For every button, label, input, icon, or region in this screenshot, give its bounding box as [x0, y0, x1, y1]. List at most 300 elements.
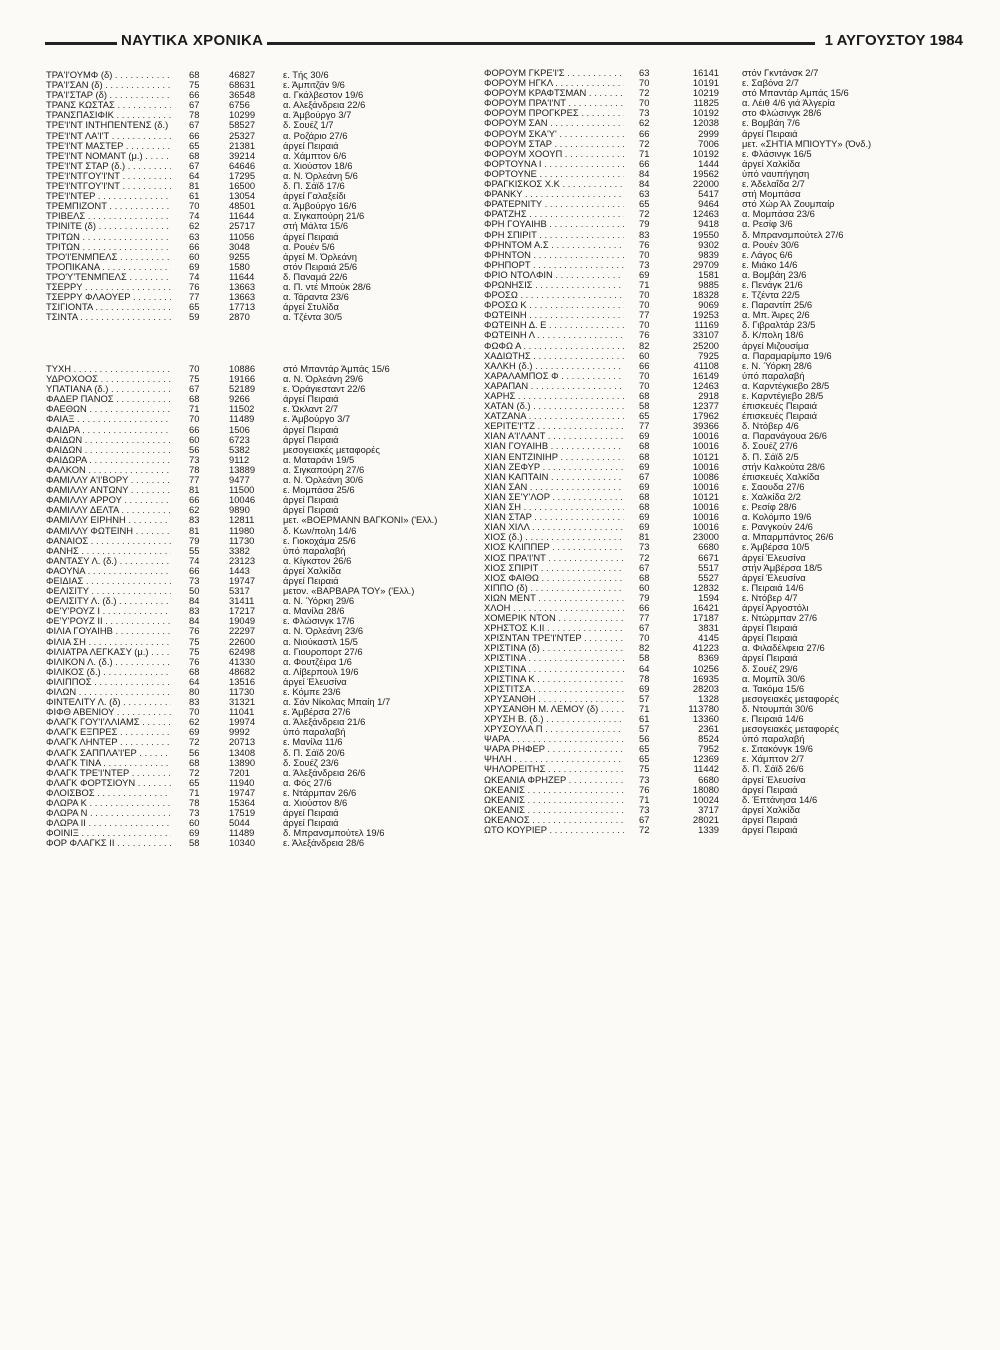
ship-row — [484, 603, 964, 613]
position: δ. Σουέζ 23/6 — [283, 757, 339, 768]
ship-name: ΧΛΟΗ . . . — [484, 603, 624, 613]
build-year: 78 — [189, 464, 200, 475]
ship-name: ΦΑΜΙΛΛΥ Α'Ι'ΒΟΡΥ . . . — [46, 475, 171, 485]
ship-row — [46, 161, 476, 171]
ship-name: ΧΡΥΣΑΝΘΗ Μ. ΛΕΜΟΥ (δ) . . . — [484, 704, 624, 714]
position: ε. Πειραιά 14/6 — [742, 714, 804, 724]
ship-row — [46, 526, 476, 536]
build-year: 68 — [639, 441, 650, 452]
position: α. Μπαρμπάντος 26/6 — [742, 532, 834, 543]
ship-name: ΦΩΤΕΙΝΗ Δ. Ε . . . — [484, 320, 624, 330]
tonnage: 19049 — [229, 616, 256, 627]
ship-name: ΦΑΜΙΛΛΥ ΑΡΡΟΥ . . . — [46, 495, 171, 505]
position: α. Ρουέν 5/6 — [283, 241, 335, 252]
ship-name: ΦΑΙΑΞ . . . — [46, 414, 171, 424]
ship-name: ΤΡΕ'Ι'ΝΤΓΟΥ'Ι'ΝΤ . . . — [46, 181, 171, 191]
position: α. Βομβάη 23/6 — [742, 269, 807, 280]
position: α. Φιλαδέλφεια 27/6 — [742, 643, 825, 654]
ship-name: ΦΙΛΙΑΤΡΑ ΛΕΓΚΑΣΥ (μ.) . . . — [46, 647, 171, 657]
position: α. Τάραντα 23/6 — [283, 292, 349, 303]
ship-row — [484, 159, 964, 169]
build-year: 66 — [639, 360, 650, 371]
position: ε. Άδελαΐδα 2/7 — [742, 179, 805, 190]
ship-row — [46, 657, 476, 667]
build-year: 78 — [639, 673, 650, 684]
build-year: 70 — [639, 380, 650, 391]
ship-row — [46, 211, 476, 221]
ship-row — [484, 219, 964, 229]
build-year: 68 — [639, 502, 650, 513]
build-year: 74 — [189, 555, 200, 566]
tonnage: 5317 — [229, 586, 250, 597]
ship-row — [484, 805, 964, 815]
tonnage: 13663 — [229, 281, 256, 292]
tonnage: 10340 — [229, 838, 256, 849]
position: ε. Κόμπε 23/6 — [283, 687, 341, 697]
ship-row — [484, 714, 964, 724]
tonnage: 41223 — [692, 643, 719, 654]
ship-name: ΤΡΟ'Υ'ΤΕΝΜΠΕΛΣ . . . — [46, 272, 171, 282]
position: α. Καρντέγκιεβο 28/5 — [742, 380, 830, 391]
build-year: 67 — [189, 384, 200, 395]
build-year: 77 — [189, 292, 200, 303]
ship-row — [46, 586, 476, 596]
build-year: 67 — [639, 562, 650, 573]
build-year: 70 — [639, 78, 650, 89]
build-year: 63 — [189, 231, 200, 242]
ship-row — [46, 272, 476, 282]
build-year: 70 — [189, 707, 200, 718]
ship-row — [484, 825, 964, 835]
header-rule-right — [255, 42, 815, 45]
ship-name: ΧΙΑΝ Α'Ι'ΛΑΝΤ . . . — [484, 431, 624, 441]
tonnage: 19550 — [692, 229, 719, 240]
tonnage: 12463 — [692, 209, 719, 220]
ship-name: ΧΙΑΝ ΣΑΝ . . . — [484, 482, 624, 492]
ship-name: ΦΡΑΝΚΥ . . . — [484, 189, 624, 199]
ship-row — [484, 431, 964, 441]
position: α. Μανίλα 28/6 — [283, 606, 345, 617]
ship-row — [46, 171, 476, 181]
tonnage: 19166 — [229, 374, 256, 385]
build-year: 60 — [639, 350, 650, 361]
ship-name: ΤΡΑΝΣ ΚΩΣΤΑΣ . . . — [46, 100, 171, 110]
tonnage: 7952 — [698, 744, 719, 755]
ship-name: ΦΑΙΔΩΝ . . . — [46, 445, 171, 455]
ship-row — [46, 677, 476, 687]
ship-name: ΦΙΛΙΑ ΣΗ . . . — [46, 637, 171, 647]
tonnage: 9839 — [698, 249, 719, 260]
tonnage: 9255 — [229, 251, 250, 262]
ship-row — [484, 482, 964, 492]
position: δ. Σουέζ 29/6 — [742, 663, 798, 674]
ship-name: ΦΙΛΙΑ ΓΟΥΑΙΗΒ . . . — [46, 626, 171, 636]
build-year: 74 — [189, 211, 200, 222]
ship-name: ΧΙΑΝ ΖΕΦΥΡ . . . — [484, 462, 624, 472]
build-year: 76 — [639, 239, 650, 250]
build-year: 65 — [639, 754, 650, 765]
build-year: 63 — [639, 68, 650, 78]
tonnage: 25717 — [229, 221, 256, 232]
build-year: 62 — [189, 505, 200, 516]
build-year: 77 — [639, 421, 650, 432]
build-year: 81 — [639, 532, 650, 543]
tonnage: 36548 — [229, 90, 256, 101]
ship-name: ΦΟΡΟΥΜ ΧΟΟΥΠ . . . — [484, 149, 624, 159]
build-year: 68 — [189, 666, 200, 677]
ship-name: ΦΛΩΡΑ Ν . . . — [46, 808, 171, 818]
ship-row — [46, 110, 476, 120]
build-year: 72 — [639, 88, 650, 99]
build-year: 69 — [639, 683, 650, 694]
tonnage: 18080 — [692, 784, 719, 795]
build-year: 66 — [189, 565, 200, 576]
build-year: 65 — [639, 744, 650, 755]
position: άργεί Πειραιά — [742, 623, 798, 634]
build-year: 60 — [189, 818, 200, 829]
tonnage: 5517 — [698, 562, 719, 573]
build-year: 75 — [639, 764, 650, 775]
position: στό Μπαντάρ Άμπάς 15/6 — [283, 364, 390, 374]
build-year: 77 — [639, 613, 650, 624]
ship-row — [484, 330, 964, 340]
tonnage: 12811 — [229, 515, 255, 526]
ship-name: ΦΑΙΔΡΑ . . . — [46, 425, 171, 435]
tonnage: 113780 — [688, 703, 719, 714]
ship-row — [484, 795, 964, 805]
build-year: 71 — [639, 794, 650, 805]
position: δ. Π. Σάϊδ 2/5 — [742, 451, 799, 462]
ship-name: ΦΟΡΟΥΜ ΣΤΑΡ . . . — [484, 139, 624, 149]
build-year: 81 — [189, 485, 200, 496]
build-year: 70 — [189, 364, 200, 374]
tonnage: 19747 — [229, 575, 256, 586]
tonnage: 10016 — [692, 461, 719, 472]
tonnage: 28203 — [692, 683, 719, 694]
ship-name: ΤΡΙΒΕΛΣ . . . — [46, 211, 171, 221]
build-year: 68 — [639, 491, 650, 502]
ship-name: ΩΤΟ ΚΟΥΡΙΕΡ . . . — [484, 825, 624, 835]
tonnage: 19253 — [692, 310, 719, 321]
ship-row — [46, 485, 476, 495]
ship-row — [484, 169, 964, 179]
tonnage: 16500 — [229, 181, 256, 192]
tonnage: 10121 — [692, 491, 719, 502]
tonnage: 11644 — [229, 211, 255, 222]
ship-name: ΤΥΧΗ . . . — [46, 364, 171, 374]
ship-row — [46, 425, 476, 435]
ship-name: ΦΛΑΓΚ ΤΡΕ'Ι'ΝΤΕΡ . . . — [46, 768, 171, 778]
position: ε. Άμπιτζάν 9/6 — [283, 80, 345, 91]
ship-name: ΦΛΩΡΑ Κ . . . — [46, 798, 171, 808]
ship-name: ΦΩΦΩ Α . . . — [484, 341, 624, 351]
ship-row — [46, 556, 476, 566]
ship-name: ΧΙΟΣ ΦΑΙΘΩ . . . — [484, 573, 624, 583]
build-year: 76 — [639, 330, 650, 341]
header-rule-left — [45, 42, 125, 45]
build-year: 57 — [639, 724, 650, 735]
position: άργεί Έλευσίνα — [742, 774, 806, 785]
ship-row — [46, 120, 476, 130]
ship-row — [46, 292, 476, 302]
ship-name: ΨΑΡΑ . . . — [484, 734, 624, 744]
build-year: 66 — [189, 130, 200, 141]
tonnage: 11730 — [229, 535, 255, 546]
ship-name: ΦΛΑΓΚ ΣΑΠΠΛΑ'Ι'ΕΡ . . . — [46, 748, 171, 758]
position: α. Αλεξάνδρεια 22/6 — [283, 100, 366, 111]
position: α. Τακόμα 15/6 — [742, 683, 805, 694]
tonnage: 9302 — [698, 239, 719, 250]
tonnage: 9266 — [229, 394, 250, 405]
build-year: 81 — [189, 525, 200, 536]
build-year: 66 — [639, 128, 650, 139]
ship-row — [484, 452, 964, 462]
ship-row — [484, 421, 964, 431]
position: α. Ν. Ύόρκη 29/6 — [283, 596, 355, 607]
build-year: 76 — [189, 626, 200, 637]
position: ε. Λάγος 6/6 — [742, 249, 793, 260]
tonnage: 10086 — [692, 471, 719, 482]
build-year: 73 — [189, 454, 200, 465]
ship-name: ΧΡΥΣΗ Β. (δ.) . . . — [484, 714, 624, 724]
ship-row — [484, 381, 964, 391]
ship-name: ΦΟΡΟΥΜ ΓΚΡΕ'Ι'Σ . . . — [484, 68, 624, 78]
build-year: 67 — [639, 471, 650, 482]
ship-row — [46, 394, 476, 404]
tonnage: 25200 — [692, 340, 719, 351]
ship-name: ΦΡΗΠΟΡΤ . . . — [484, 260, 624, 270]
ship-row — [46, 758, 476, 768]
position: α. Ροζάριο 27/6 — [283, 130, 348, 141]
tonnage: 11489 — [229, 828, 255, 839]
position: δ. Γιβραλτάρ 23/5 — [742, 320, 816, 331]
tonnage: 13408 — [229, 747, 256, 758]
ship-row — [46, 455, 476, 465]
tonnage: 28021 — [692, 814, 719, 825]
tonnage: 11489 — [229, 414, 255, 425]
ship-row — [46, 737, 476, 747]
tonnage: 16421 — [692, 602, 719, 613]
build-year: 66 — [189, 495, 200, 506]
build-year: 69 — [639, 522, 650, 533]
position: α. Λίβερπουλ 19/6 — [283, 666, 359, 677]
position: α. Γκάλβεστον 19/6 — [283, 90, 364, 101]
tonnage: 10192 — [692, 148, 719, 159]
position: ε. Μομπάσα 25/6 — [283, 485, 355, 496]
build-year: 83 — [189, 697, 200, 708]
ship-name: ΩΚΕΑΝΙΑ ΦΡΗΖΕΡ . . . — [484, 775, 624, 785]
ship-row — [484, 189, 964, 199]
ship-name: ΦΟΡΟΥΜ ΠΡΑ'Ι'ΝΤ . . . — [484, 98, 624, 108]
ship-name: ΦΑΛΚΟΝ . . . — [46, 465, 171, 475]
build-year: 68 — [639, 391, 650, 401]
position: ε. Μανίλα 11/6 — [283, 737, 343, 748]
tonnage: 6723 — [229, 434, 250, 445]
position: δ. Σουέζ 27/6 — [742, 441, 798, 452]
tonnage: 9885 — [698, 279, 719, 290]
ship-row — [46, 282, 476, 292]
ship-row — [46, 131, 476, 141]
tonnage: 2361 — [698, 724, 719, 735]
ship-row — [484, 563, 964, 573]
ship-row — [46, 414, 476, 424]
build-year: 71 — [189, 787, 200, 798]
build-year: 66 — [639, 158, 650, 169]
build-year: 60 — [639, 582, 650, 593]
position: άργεί Γαλαξείδι — [283, 191, 346, 202]
build-year: 79 — [639, 219, 650, 230]
tonnage: 19562 — [692, 168, 719, 179]
tonnage: 10016 — [692, 431, 719, 442]
ship-name: ΧΡΙΣΤΙΝΑ . . . — [484, 664, 624, 674]
ship-name: ΦΟΡΤΟΥΝΑ Ι . . . — [484, 159, 624, 169]
tonnage: 10299 — [229, 110, 256, 121]
tonnage: 10016 — [692, 481, 719, 492]
tonnage: 16141 — [692, 68, 719, 78]
ship-row — [46, 90, 476, 100]
position: α. Φουτζέιρα 1/6 — [283, 656, 352, 667]
ship-name: ΧΑΡΑΛΑΜΠΟΣ Φ . . . — [484, 371, 624, 381]
ship-name: ΧΙΑΝ ΕΝΤΖΙΝΙΗΡ . . . — [484, 452, 624, 462]
ship-row — [46, 808, 476, 818]
position: ε. Ρεσίφ 28/6 — [742, 502, 797, 513]
ship-name: ΦΙΛΩΝ . . . — [46, 687, 171, 697]
ship-row — [484, 704, 964, 714]
ship-name: ΤΡΑΝΣΠΑΣΙΦΙΚ . . . — [46, 110, 171, 120]
ship-row — [484, 411, 964, 421]
ship-name: ΧΙΩΝ ΜΕΝΤ . . . — [484, 593, 624, 603]
build-year: 72 — [189, 737, 200, 748]
position: ε. Μιάκο 14/6 — [742, 259, 798, 270]
position: δ. Παναμά 22/6 — [283, 271, 348, 282]
tonnage: 10191 — [692, 78, 719, 89]
position: ε. Ώκλαντ 2/7 — [283, 404, 339, 415]
position: ε. Σαβόνα 2/7 — [742, 78, 799, 89]
ship-row — [484, 209, 964, 219]
ship-name: ΤΡΑ'Ι'ΣΑΝ (δ) . . . — [46, 80, 171, 90]
build-year: 69 — [639, 461, 650, 472]
ship-name: ΤΣΙΝΤΑ . . . — [46, 312, 171, 322]
ship-row — [484, 371, 964, 381]
position: στήν Άμβέρσα 18/5 — [742, 562, 823, 573]
tonnage: 10016 — [692, 512, 719, 523]
tonnage: 33107 — [692, 330, 719, 341]
tonnage: 12832 — [692, 582, 719, 593]
tonnage: 1444 — [698, 158, 719, 169]
build-year: 62 — [639, 118, 650, 129]
ship-row — [46, 667, 476, 677]
ship-name: ΦΡΗΝΤΟΜ Α.Σ . . . — [484, 240, 624, 250]
ship-name: ΧΑΛΚΗ (δ.) . . . — [484, 361, 624, 371]
position: δ. Π. Σάϊδ 17/6 — [283, 181, 345, 192]
ship-row — [484, 522, 964, 532]
ship-name: ΦΟΡΟΥΜ ΚΡΑΦΤΣΜΑΝ . . . — [484, 88, 624, 98]
ship-row — [484, 260, 964, 270]
ship-row — [484, 744, 964, 754]
build-year: 76 — [189, 281, 200, 292]
position: άργεί Μιζουσίμα — [742, 340, 809, 351]
tonnage: 6680 — [698, 542, 719, 553]
build-year: 55 — [189, 545, 200, 556]
tonnage: 16149 — [692, 370, 719, 381]
ship-name: ΩΚΕΑΝΟΣ . . . — [484, 815, 624, 825]
ship-name: ΦΟΡΟΥΜ ΣΚΑ'Υ' . . . — [484, 129, 624, 139]
ship-name: ΧΑΤΖΑΝΑ . . . — [484, 411, 624, 421]
tonnage: 2999 — [698, 128, 719, 139]
position: άργεί Έλευσίνα — [283, 676, 347, 687]
tonnage: 1328 — [698, 693, 719, 704]
build-year: 66 — [639, 602, 650, 613]
position: α. Τζέντα 30/5 — [283, 312, 343, 323]
ship-name: ΦΑΟΥΝΑ . . . — [46, 566, 171, 576]
build-year: 61 — [639, 714, 650, 724]
build-year: 79 — [189, 535, 200, 546]
position: στήν Καλκούτα 28/6 — [742, 461, 825, 472]
ship-row — [46, 707, 476, 717]
ship-name: ΧΙΑΝ ΣΕ'Υ'ΛΟΡ . . . — [484, 492, 624, 502]
ship-row — [46, 546, 476, 556]
position: α. Παρανάγουα 26/6 — [742, 431, 827, 442]
position: ε. Ντόβερ 4/7 — [742, 592, 798, 603]
ship-name: ΧΙΑΝ ΣΤΑΡ . . . — [484, 512, 624, 522]
ship-row — [46, 191, 476, 201]
position: μεσογειακές μεταφορές — [742, 693, 839, 704]
position: δ. Ντουμπάι 30/6 — [742, 703, 814, 714]
position: μεσογειακές μεταφορές — [283, 444, 380, 455]
ship-row — [484, 129, 964, 139]
tonnage: 1594 — [698, 592, 719, 603]
position: στο Φλώσινγκ 28/6 — [742, 108, 822, 119]
position: δ. Σουέζ 1/7 — [283, 120, 334, 131]
tonnage: 22600 — [229, 636, 256, 647]
build-year: 84 — [189, 616, 200, 627]
build-year: 75 — [189, 80, 200, 91]
position: άργεί Πειραιά — [283, 434, 339, 445]
ship-row — [46, 302, 476, 312]
ship-row — [46, 232, 476, 242]
position: δ. Π. Σάϊδ 20/6 — [283, 747, 345, 758]
position: έπισκευές Πειραιά — [742, 401, 818, 412]
position: ε. Καρντέγιεβο 28/5 — [742, 391, 824, 401]
tonnage: 12369 — [692, 754, 719, 765]
tonnage: 16935 — [692, 673, 719, 684]
build-year: 63 — [639, 189, 650, 200]
ship-row — [484, 270, 964, 280]
ship-name: ΧΙΟΣ ΚΛΙΠΠΕΡ . . . — [484, 542, 624, 552]
position: άργεί Πειραιά — [283, 818, 339, 829]
build-year: 78 — [189, 110, 200, 121]
build-year: 70 — [639, 320, 650, 331]
position: ε. Τζέντα 22/5 — [742, 290, 800, 301]
build-year: 76 — [189, 656, 200, 667]
ship-row — [46, 252, 476, 262]
build-year: 62 — [189, 221, 200, 232]
position: α. Π. ντέ Μπούκ 28/6 — [283, 281, 371, 292]
tonnage: 2918 — [698, 391, 719, 401]
build-year: 83 — [639, 229, 650, 240]
tonnage: 11980 — [229, 525, 255, 536]
build-year: 65 — [189, 302, 200, 313]
ship-row — [484, 240, 964, 250]
build-year: 83 — [189, 515, 200, 526]
ship-name: ΩΚΕΑΝΙΣ . . . — [484, 805, 624, 815]
ship-row — [484, 280, 964, 290]
position: α. Άλεξάνδρεια 21/6 — [283, 717, 366, 728]
tonnage: 20713 — [229, 737, 256, 748]
position: μετ. «ΒΟΕΡΜΑΝΝ ΒΑΓΚΟΝΙ» ('Ελλ.) — [283, 515, 438, 526]
ship-row — [484, 320, 964, 330]
tonnage: 10256 — [692, 663, 719, 674]
